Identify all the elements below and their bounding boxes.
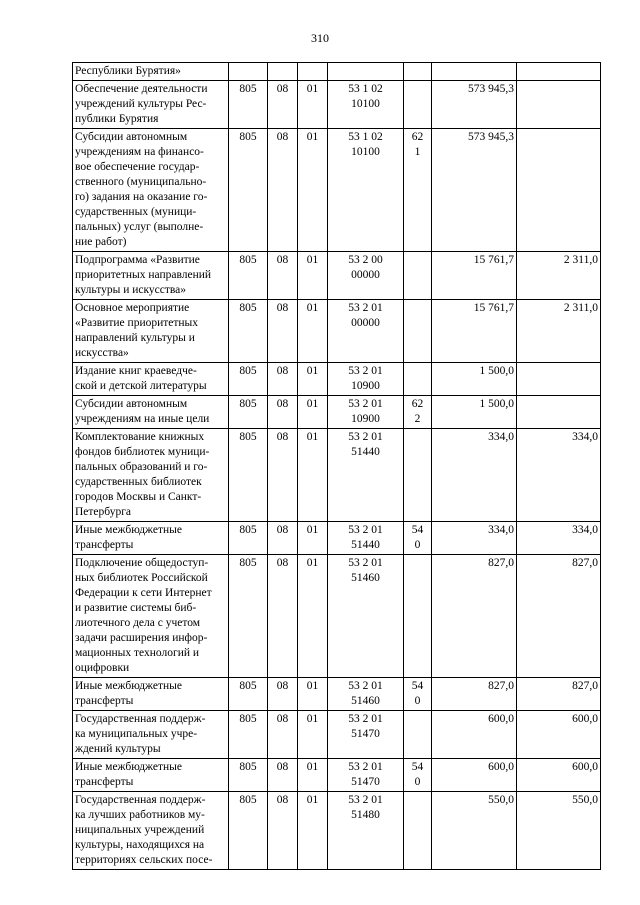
row-amount-1: 1 500,0 <box>432 363 517 396</box>
row-subsection: 01 <box>298 81 328 129</box>
row-subsection: 01 <box>298 711 328 759</box>
row-subsection <box>298 63 328 81</box>
row-expense-type <box>404 429 432 522</box>
row-expense-type: 54 0 <box>404 678 432 711</box>
row-name: Иные межбюджетные трансферты <box>73 678 229 711</box>
row-section: 08 <box>268 711 298 759</box>
row-name: Субсидии автономным учреждениям на иные цели <box>73 396 229 429</box>
row-gr-code: 805 <box>229 81 268 129</box>
row-gr-code: 805 <box>229 129 268 252</box>
table-row <box>73 555 601 678</box>
row-expense-type <box>404 363 432 396</box>
row-gr-code: 805 <box>229 300 268 363</box>
row-section: 08 <box>268 429 298 522</box>
row-target-article: 53 2 01 10900 <box>328 396 404 429</box>
row-gr-code: 805 <box>229 252 268 300</box>
row-subsection: 01 <box>298 678 328 711</box>
row-expense-type <box>404 555 432 678</box>
row-target-article: 53 1 02 10100 <box>328 129 404 252</box>
row-amount-2 <box>517 396 601 429</box>
row-expense-type: 54 0 <box>404 759 432 792</box>
row-expense-type <box>404 63 432 81</box>
row-section: 08 <box>268 678 298 711</box>
row-amount-2: 600,0 <box>517 711 601 759</box>
row-section: 08 <box>268 396 298 429</box>
row-subsection: 01 <box>298 522 328 555</box>
row-name: Комплектование книжных фондов библиотек муници- пальных образований и го- сударственных библиотек городов Москвы и Санкт- Петербурга <box>73 429 229 522</box>
row-section: 08 <box>268 81 298 129</box>
row-section: 08 <box>268 129 298 252</box>
page-number: 310 <box>311 31 329 45</box>
row-name: Государственная поддерж- ка муниципальных учре- ждений культуры <box>73 711 229 759</box>
row-target-article: 53 2 01 51440 <box>328 522 404 555</box>
row-amount-2 <box>517 129 601 252</box>
row-expense-type: 54 0 <box>404 522 432 555</box>
row-gr-code: 805 <box>229 711 268 759</box>
row-amount-2: 334,0 <box>517 522 601 555</box>
row-amount-2: 827,0 <box>517 555 601 678</box>
row-amount-2: 600,0 <box>517 759 601 792</box>
row-target-article: 53 1 02 10100 <box>328 81 404 129</box>
row-subsection: 01 <box>298 129 328 252</box>
row-name: Основное мероприятие «Развитие приоритетных направлений культуры и искусства» <box>73 300 229 363</box>
table-row <box>73 81 601 129</box>
row-section: 08 <box>268 759 298 792</box>
table-row <box>73 678 601 711</box>
row-section: 08 <box>268 792 298 870</box>
row-amount-1: 334,0 <box>432 522 517 555</box>
row-name: Подпрограмма «Развитие приоритетных направлений культуры и искусства» <box>73 252 229 300</box>
row-amount-2: 827,0 <box>517 678 601 711</box>
row-target-article: 53 2 01 51460 <box>328 678 404 711</box>
row-amount-2: 550,0 <box>517 792 601 870</box>
row-subsection: 01 <box>298 396 328 429</box>
row-target-article: 53 2 01 51460 <box>328 555 404 678</box>
budget-table-body <box>73 63 601 870</box>
row-amount-2: 334,0 <box>517 429 601 522</box>
row-gr-code: 805 <box>229 429 268 522</box>
row-subsection: 01 <box>298 759 328 792</box>
table-row <box>73 300 601 363</box>
row-amount-1: 334,0 <box>432 429 517 522</box>
row-amount-1: 827,0 <box>432 678 517 711</box>
row-target-article: 53 2 01 51440 <box>328 429 404 522</box>
row-target-article: 53 2 01 51480 <box>328 792 404 870</box>
row-subsection: 01 <box>298 252 328 300</box>
row-target-article: 53 2 00 00000 <box>328 252 404 300</box>
row-gr-code: 805 <box>229 792 268 870</box>
row-subsection: 01 <box>298 363 328 396</box>
row-expense-type <box>404 81 432 129</box>
budget-table <box>72 62 601 870</box>
row-subsection: 01 <box>298 792 328 870</box>
row-gr-code: 805 <box>229 522 268 555</box>
row-amount-1: 15 761,7 <box>432 252 517 300</box>
row-amount-1: 573 945,3 <box>432 81 517 129</box>
row-amount-1: 573 945,3 <box>432 129 517 252</box>
row-gr-code: 805 <box>229 759 268 792</box>
row-expense-type <box>404 252 432 300</box>
row-expense-type: 62 1 <box>404 129 432 252</box>
row-gr-code: 805 <box>229 678 268 711</box>
row-amount-1 <box>432 63 517 81</box>
row-section: 08 <box>268 555 298 678</box>
row-name: Обеспечение деятельности учреждений культуры Рес- публики Бурятия <box>73 81 229 129</box>
table-row <box>73 363 601 396</box>
row-expense-type <box>404 792 432 870</box>
row-amount-2: 2 311,0 <box>517 300 601 363</box>
row-amount-2: 2 311,0 <box>517 252 601 300</box>
table-row <box>73 252 601 300</box>
row-amount-1: 550,0 <box>432 792 517 870</box>
row-amount-1: 600,0 <box>432 711 517 759</box>
table-row <box>73 396 601 429</box>
row-expense-type <box>404 711 432 759</box>
row-amount-1: 15 761,7 <box>432 300 517 363</box>
row-target-article <box>328 63 404 81</box>
row-target-article: 53 2 01 00000 <box>328 300 404 363</box>
row-section: 08 <box>268 252 298 300</box>
table-row <box>73 759 601 792</box>
row-expense-type <box>404 300 432 363</box>
row-gr-code <box>229 63 268 81</box>
row-section <box>268 63 298 81</box>
row-target-article: 53 2 01 10900 <box>328 363 404 396</box>
row-amount-2 <box>517 363 601 396</box>
table-row <box>73 63 601 81</box>
row-name: Субсидии автономным учреждениям на финансо- вое обеспечение государ- ственного (муниципально- го) задания на оказание го- сударственных (муници- пальных) услуг (выполне- ние работ) <box>73 129 229 252</box>
row-name: Государственная поддерж- ка лучших работников му- ниципальных учреждений культуры, находящихся на территориях сельских посе- <box>73 792 229 870</box>
row-name: Иные межбюджетные трансферты <box>73 759 229 792</box>
row-gr-code: 805 <box>229 555 268 678</box>
row-name: Издание книг краеведче- ской и детской литературы <box>73 363 229 396</box>
row-subsection: 01 <box>298 555 328 678</box>
table-row <box>73 429 601 522</box>
row-target-article: 53 2 01 51470 <box>328 711 404 759</box>
table-row <box>73 711 601 759</box>
row-amount-2 <box>517 81 601 129</box>
row-section: 08 <box>268 522 298 555</box>
row-subsection: 01 <box>298 300 328 363</box>
row-name: Подключение общедоступ- ных библиотек Российской Федерации к сети Интернет и развитие системы биб- лиотечного дела с учетом задачи расширения инфор- мационных технологий и оцифровки <box>73 555 229 678</box>
row-gr-code: 805 <box>229 396 268 429</box>
row-name: Иные межбюджетные трансферты <box>73 522 229 555</box>
row-amount-1: 827,0 <box>432 555 517 678</box>
row-section: 08 <box>268 300 298 363</box>
row-gr-code: 805 <box>229 363 268 396</box>
row-subsection: 01 <box>298 429 328 522</box>
row-expense-type: 62 2 <box>404 396 432 429</box>
row-target-article: 53 2 01 51470 <box>328 759 404 792</box>
row-name: Республики Бурятия» <box>73 63 229 81</box>
row-amount-1: 600,0 <box>432 759 517 792</box>
row-section: 08 <box>268 363 298 396</box>
row-amount-1: 1 500,0 <box>432 396 517 429</box>
table-row <box>73 522 601 555</box>
table-row <box>73 792 601 870</box>
table-row <box>73 129 601 252</box>
row-amount-2 <box>517 63 601 81</box>
